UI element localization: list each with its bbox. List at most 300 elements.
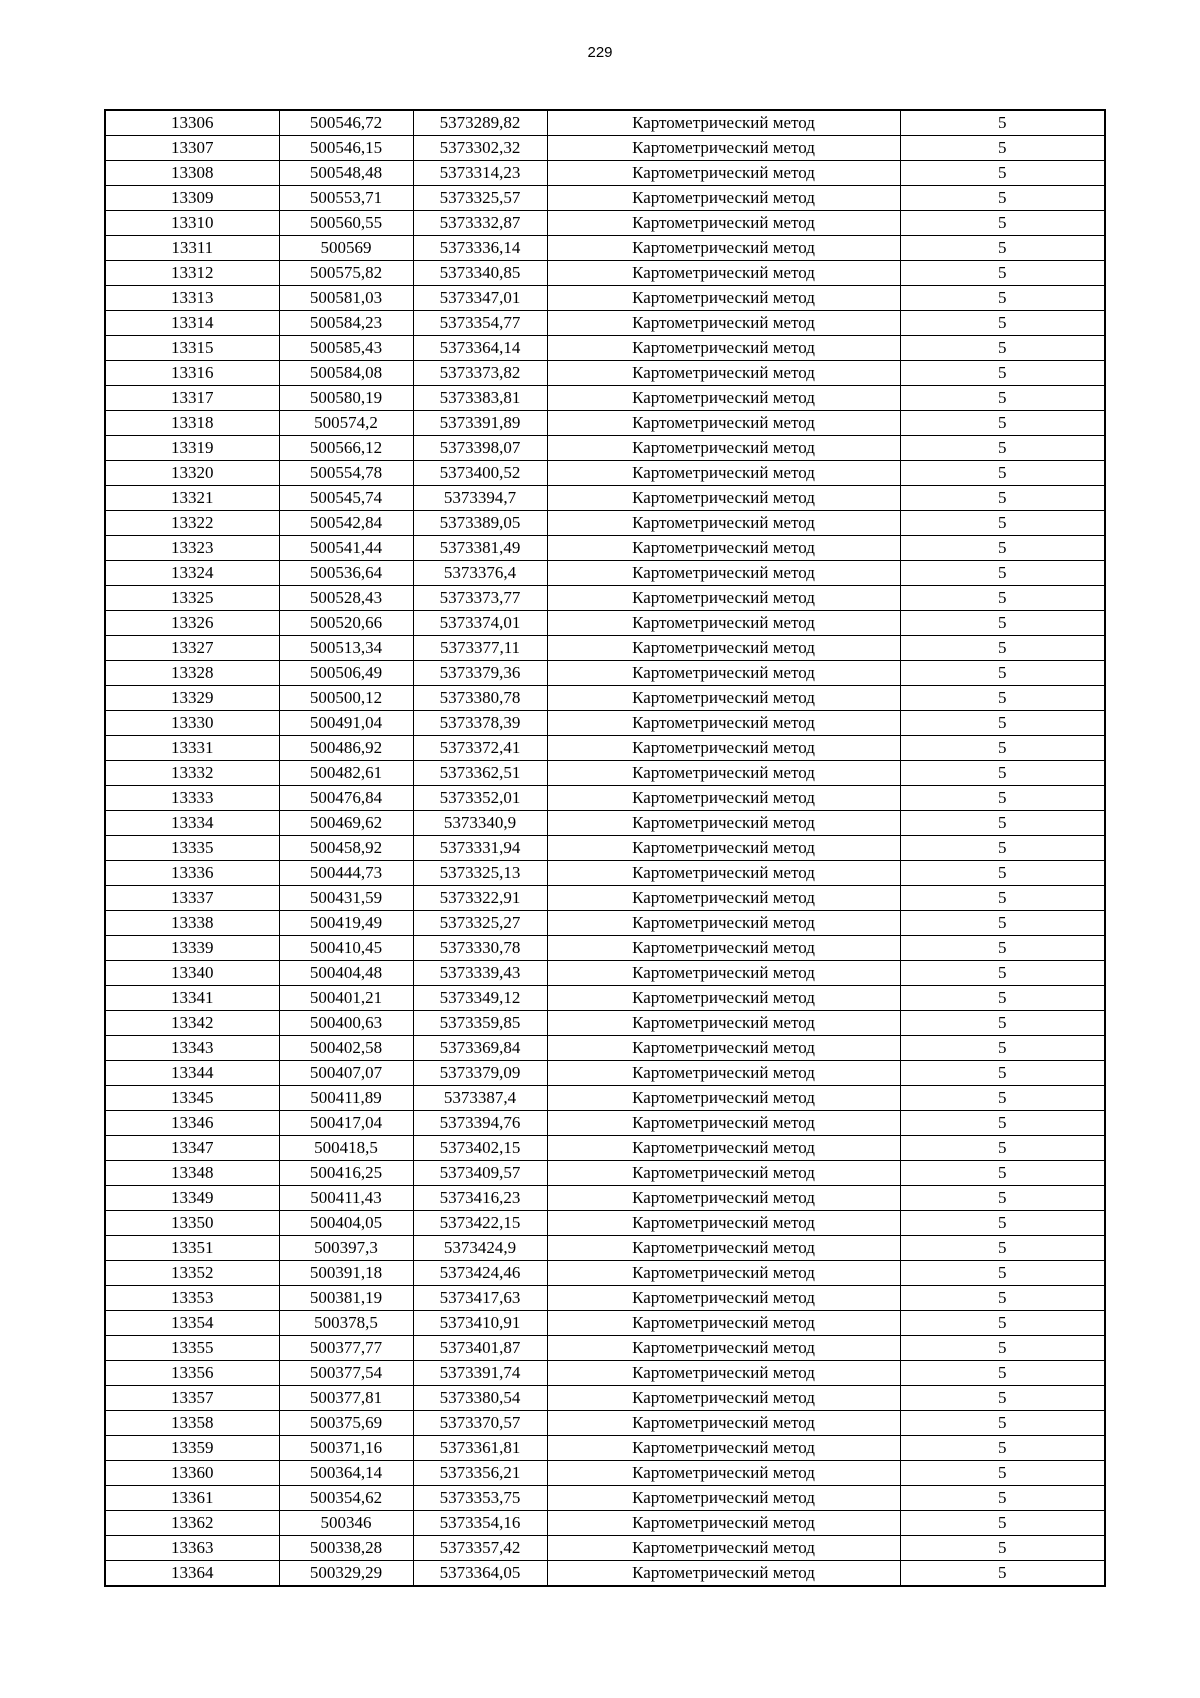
accuracy-cell: 5: [900, 411, 1105, 436]
y-coordinate-cell: 5373325,13: [413, 861, 547, 886]
point-number-cell: 13360: [105, 1461, 279, 1486]
point-number-cell: 13320: [105, 461, 279, 486]
table-row: [105, 1336, 1105, 1361]
y-coordinate-cell: 5373340,9: [413, 811, 547, 836]
method-cell: Картометрический метод: [547, 1086, 900, 1111]
x-coordinate-cell: 500444,73: [279, 861, 413, 886]
page-number: 229: [587, 44, 613, 61]
method-cell: Картометрический метод: [547, 911, 900, 936]
x-coordinate-cell: 500546,72: [279, 110, 413, 136]
table-row: [105, 886, 1105, 911]
point-number-cell: 13322: [105, 511, 279, 536]
y-coordinate-cell: 5373322,91: [413, 886, 547, 911]
x-coordinate-cell: 500381,19: [279, 1286, 413, 1311]
point-number-cell: 13313: [105, 286, 279, 311]
point-number-cell: 13351: [105, 1236, 279, 1261]
table-row: [105, 211, 1105, 236]
point-number-cell: 13312: [105, 261, 279, 286]
table-row: [105, 661, 1105, 686]
table-row: [105, 836, 1105, 861]
accuracy-cell: 5: [900, 911, 1105, 936]
table-row: [105, 1311, 1105, 1336]
table-row: [105, 1261, 1105, 1286]
y-coordinate-cell: 5373357,42: [413, 1536, 547, 1561]
x-coordinate-cell: 500554,78: [279, 461, 413, 486]
method-cell: Картометрический метод: [547, 536, 900, 561]
point-number-cell: 13318: [105, 411, 279, 436]
method-cell: Картометрический метод: [547, 1186, 900, 1211]
accuracy-cell: 5: [900, 486, 1105, 511]
point-number-cell: 13349: [105, 1186, 279, 1211]
y-coordinate-cell: 5373379,36: [413, 661, 547, 686]
accuracy-cell: 5: [900, 861, 1105, 886]
point-number-cell: 13348: [105, 1161, 279, 1186]
accuracy-cell: 5: [900, 461, 1105, 486]
method-cell: Картометрический метод: [547, 1511, 900, 1536]
y-coordinate-cell: 5373373,77: [413, 586, 547, 611]
x-coordinate-cell: 500402,58: [279, 1036, 413, 1061]
x-coordinate-cell: 500417,04: [279, 1111, 413, 1136]
y-coordinate-cell: 5373370,57: [413, 1411, 547, 1436]
accuracy-cell: 5: [900, 1311, 1105, 1336]
y-coordinate-cell: 5373302,32: [413, 136, 547, 161]
table-row: [105, 1511, 1105, 1536]
x-coordinate-cell: 500431,59: [279, 886, 413, 911]
method-cell: Картометрический метод: [547, 561, 900, 586]
x-coordinate-cell: 500377,77: [279, 1336, 413, 1361]
table-row: [105, 1286, 1105, 1311]
y-coordinate-cell: 5373289,82: [413, 110, 547, 136]
point-number-cell: 13356: [105, 1361, 279, 1386]
accuracy-cell: 5: [900, 311, 1105, 336]
method-cell: Картометрический метод: [547, 711, 900, 736]
method-cell: Картометрический метод: [547, 1111, 900, 1136]
table-row: [105, 1186, 1105, 1211]
method-cell: Картометрический метод: [547, 686, 900, 711]
accuracy-cell: 5: [900, 1411, 1105, 1436]
table-row: [105, 461, 1105, 486]
accuracy-cell: 5: [900, 536, 1105, 561]
method-cell: Картометрический метод: [547, 1336, 900, 1361]
point-number-cell: 13323: [105, 536, 279, 561]
y-coordinate-cell: 5373369,84: [413, 1036, 547, 1061]
accuracy-cell: 5: [900, 961, 1105, 986]
method-cell: Картометрический метод: [547, 511, 900, 536]
x-coordinate-cell: 500401,21: [279, 986, 413, 1011]
point-number-cell: 13311: [105, 236, 279, 261]
accuracy-cell: 5: [900, 1111, 1105, 1136]
table-row: [105, 1536, 1105, 1561]
point-number-cell: 13343: [105, 1036, 279, 1061]
point-number-cell: 13325: [105, 586, 279, 611]
table-row: [105, 586, 1105, 611]
method-cell: Картометрический метод: [547, 611, 900, 636]
point-number-cell: 13308: [105, 161, 279, 186]
y-coordinate-cell: 5373376,4: [413, 561, 547, 586]
method-cell: Картометрический метод: [547, 1261, 900, 1286]
point-number-cell: 13327: [105, 636, 279, 661]
method-cell: Картометрический метод: [547, 110, 900, 136]
method-cell: Картометрический метод: [547, 186, 900, 211]
point-number-cell: 13344: [105, 1061, 279, 1086]
point-number-cell: 13340: [105, 961, 279, 986]
method-cell: Картометрический метод: [547, 486, 900, 511]
y-coordinate-cell: 5373389,05: [413, 511, 547, 536]
point-number-cell: 13358: [105, 1411, 279, 1436]
method-cell: Картометрический метод: [547, 1536, 900, 1561]
accuracy-cell: 5: [900, 1361, 1105, 1386]
accuracy-cell: 5: [900, 711, 1105, 736]
x-coordinate-cell: 500574,2: [279, 411, 413, 436]
point-number-cell: 13315: [105, 336, 279, 361]
accuracy-cell: 5: [900, 886, 1105, 911]
point-number-cell: 13357: [105, 1386, 279, 1411]
accuracy-cell: 5: [900, 1161, 1105, 1186]
table-row: [105, 1436, 1105, 1461]
y-coordinate-cell: 5373336,14: [413, 236, 547, 261]
y-coordinate-cell: 5373380,54: [413, 1386, 547, 1411]
point-number-cell: 13334: [105, 811, 279, 836]
x-coordinate-cell: 500580,19: [279, 386, 413, 411]
x-coordinate-cell: 500566,12: [279, 436, 413, 461]
table-row: [105, 1086, 1105, 1111]
point-number-cell: 13326: [105, 611, 279, 636]
point-number-cell: 13310: [105, 211, 279, 236]
point-number-cell: 13336: [105, 861, 279, 886]
method-cell: Картометрический метод: [547, 1311, 900, 1336]
method-cell: Картометрический метод: [547, 1361, 900, 1386]
table-row: [105, 536, 1105, 561]
accuracy-cell: 5: [900, 236, 1105, 261]
point-number-cell: 13342: [105, 1011, 279, 1036]
table-row: [105, 736, 1105, 761]
x-coordinate-cell: 500378,5: [279, 1311, 413, 1336]
x-coordinate-cell: 500469,62: [279, 811, 413, 836]
method-cell: Картометрический метод: [547, 211, 900, 236]
table-row: [105, 236, 1105, 261]
table-row: [105, 786, 1105, 811]
y-coordinate-cell: 5373356,21: [413, 1461, 547, 1486]
point-number-cell: 13335: [105, 836, 279, 861]
method-cell: Картометрический метод: [547, 836, 900, 861]
table-row: [105, 1161, 1105, 1186]
accuracy-cell: 5: [900, 1261, 1105, 1286]
x-coordinate-cell: 500458,92: [279, 836, 413, 861]
x-coordinate-cell: 500545,74: [279, 486, 413, 511]
y-coordinate-cell: 5373424,9: [413, 1236, 547, 1261]
y-coordinate-cell: 5373372,41: [413, 736, 547, 761]
accuracy-cell: 5: [900, 1011, 1105, 1036]
point-number-cell: 13307: [105, 136, 279, 161]
y-coordinate-cell: 5373325,27: [413, 911, 547, 936]
method-cell: Картометрический метод: [547, 1161, 900, 1186]
y-coordinate-cell: 5373394,7: [413, 486, 547, 511]
point-number-cell: 13329: [105, 686, 279, 711]
y-coordinate-cell: 5373354,16: [413, 1511, 547, 1536]
table-row: [105, 436, 1105, 461]
method-cell: Картометрический метод: [547, 586, 900, 611]
table-row: [105, 911, 1105, 936]
method-cell: Картометрический метод: [547, 461, 900, 486]
x-coordinate-cell: 500491,04: [279, 711, 413, 736]
y-coordinate-cell: 5373361,81: [413, 1436, 547, 1461]
x-coordinate-cell: 500400,63: [279, 1011, 413, 1036]
table-row: [105, 486, 1105, 511]
method-cell: Картометрический метод: [547, 811, 900, 836]
x-coordinate-cell: 500476,84: [279, 786, 413, 811]
method-cell: Картометрический метод: [547, 386, 900, 411]
table-row: [105, 611, 1105, 636]
accuracy-cell: 5: [900, 936, 1105, 961]
point-number-cell: 13364: [105, 1561, 279, 1587]
x-coordinate-cell: 500584,23: [279, 311, 413, 336]
accuracy-cell: 5: [900, 811, 1105, 836]
x-coordinate-cell: 500346: [279, 1511, 413, 1536]
y-coordinate-cell: 5373416,23: [413, 1186, 547, 1211]
accuracy-cell: 5: [900, 1461, 1105, 1486]
accuracy-cell: 5: [900, 386, 1105, 411]
x-coordinate-cell: 500377,81: [279, 1386, 413, 1411]
y-coordinate-cell: 5373354,77: [413, 311, 547, 336]
x-coordinate-cell: 500411,43: [279, 1186, 413, 1211]
coordinates-table-body: [105, 110, 1105, 1586]
x-coordinate-cell: 500391,18: [279, 1261, 413, 1286]
y-coordinate-cell: 5373339,43: [413, 961, 547, 986]
x-coordinate-cell: 500569: [279, 236, 413, 261]
method-cell: Картометрический метод: [547, 286, 900, 311]
y-coordinate-cell: 5373359,85: [413, 1011, 547, 1036]
x-coordinate-cell: 500411,89: [279, 1086, 413, 1111]
x-coordinate-cell: 500553,71: [279, 186, 413, 211]
point-number-cell: 13309: [105, 186, 279, 211]
y-coordinate-cell: 5373409,57: [413, 1161, 547, 1186]
point-number-cell: 13328: [105, 661, 279, 686]
x-coordinate-cell: 500542,84: [279, 511, 413, 536]
accuracy-cell: 5: [900, 1436, 1105, 1461]
y-coordinate-cell: 5373417,63: [413, 1286, 547, 1311]
y-coordinate-cell: 5373325,57: [413, 186, 547, 211]
point-number-cell: 13338: [105, 911, 279, 936]
point-number-cell: 13345: [105, 1086, 279, 1111]
point-number-cell: 13347: [105, 1136, 279, 1161]
y-coordinate-cell: 5373422,15: [413, 1211, 547, 1236]
x-coordinate-cell: 500585,43: [279, 336, 413, 361]
point-number-cell: 13363: [105, 1536, 279, 1561]
x-coordinate-cell: 500375,69: [279, 1411, 413, 1436]
accuracy-cell: 5: [900, 1211, 1105, 1236]
point-number-cell: 13353: [105, 1286, 279, 1311]
x-coordinate-cell: 500528,43: [279, 586, 413, 611]
y-coordinate-cell: 5373364,05: [413, 1561, 547, 1587]
y-coordinate-cell: 5373332,87: [413, 211, 547, 236]
y-coordinate-cell: 5373377,11: [413, 636, 547, 661]
method-cell: Картометрический метод: [547, 1236, 900, 1261]
y-coordinate-cell: 5373374,01: [413, 611, 547, 636]
x-coordinate-cell: 500581,03: [279, 286, 413, 311]
table-row: [105, 561, 1105, 586]
x-coordinate-cell: 500546,15: [279, 136, 413, 161]
accuracy-cell: 5: [900, 1336, 1105, 1361]
method-cell: Картометрический метод: [547, 336, 900, 361]
table-row: [105, 711, 1105, 736]
table-row: [105, 1211, 1105, 1236]
table-row: [105, 961, 1105, 986]
x-coordinate-cell: 500371,16: [279, 1436, 413, 1461]
method-cell: Картометрический метод: [547, 1461, 900, 1486]
table-row: [105, 1036, 1105, 1061]
x-coordinate-cell: 500364,14: [279, 1461, 413, 1486]
x-coordinate-cell: 500575,82: [279, 261, 413, 286]
y-coordinate-cell: 5373381,49: [413, 536, 547, 561]
y-coordinate-cell: 5373314,23: [413, 161, 547, 186]
method-cell: Картометрический метод: [547, 886, 900, 911]
table-row: [105, 110, 1105, 136]
table-row: [105, 286, 1105, 311]
y-coordinate-cell: 5373380,78: [413, 686, 547, 711]
x-coordinate-cell: 500584,08: [279, 361, 413, 386]
table-row: [105, 186, 1105, 211]
y-coordinate-cell: 5373378,39: [413, 711, 547, 736]
table-row: [105, 511, 1105, 536]
x-coordinate-cell: 500397,3: [279, 1236, 413, 1261]
x-coordinate-cell: 500536,64: [279, 561, 413, 586]
method-cell: Картометрический метод: [547, 986, 900, 1011]
accuracy-cell: 5: [900, 1536, 1105, 1561]
x-coordinate-cell: 500541,44: [279, 536, 413, 561]
table-row: [105, 336, 1105, 361]
method-cell: Картометрический метод: [547, 361, 900, 386]
x-coordinate-cell: 500407,07: [279, 1061, 413, 1086]
table-row: [105, 1061, 1105, 1086]
x-coordinate-cell: 500506,49: [279, 661, 413, 686]
table-row: [105, 136, 1105, 161]
accuracy-cell: 5: [900, 836, 1105, 861]
x-coordinate-cell: 500513,34: [279, 636, 413, 661]
method-cell: Картометрический метод: [547, 1436, 900, 1461]
accuracy-cell: 5: [900, 286, 1105, 311]
table-row: [105, 1011, 1105, 1036]
point-number-cell: 13332: [105, 761, 279, 786]
y-coordinate-cell: 5373349,12: [413, 986, 547, 1011]
accuracy-cell: 5: [900, 511, 1105, 536]
accuracy-cell: 5: [900, 186, 1105, 211]
method-cell: Картометрический метод: [547, 861, 900, 886]
accuracy-cell: 5: [900, 1486, 1105, 1511]
method-cell: Картометрический метод: [547, 1561, 900, 1587]
method-cell: Картометрический метод: [547, 936, 900, 961]
accuracy-cell: 5: [900, 361, 1105, 386]
table-row: [105, 1386, 1105, 1411]
method-cell: Картометрический метод: [547, 436, 900, 461]
y-coordinate-cell: 5373391,89: [413, 411, 547, 436]
method-cell: Картометрический метод: [547, 961, 900, 986]
x-coordinate-cell: 500377,54: [279, 1361, 413, 1386]
point-number-cell: 13339: [105, 936, 279, 961]
y-coordinate-cell: 5373362,51: [413, 761, 547, 786]
y-coordinate-cell: 5373391,74: [413, 1361, 547, 1386]
table-row: [105, 936, 1105, 961]
table-row: [105, 361, 1105, 386]
method-cell: Картометрический метод: [547, 161, 900, 186]
x-coordinate-cell: 500419,49: [279, 911, 413, 936]
y-coordinate-cell: 5373400,52: [413, 461, 547, 486]
x-coordinate-cell: 500410,45: [279, 936, 413, 961]
table-row: [105, 161, 1105, 186]
method-cell: Картометрический метод: [547, 661, 900, 686]
x-coordinate-cell: 500416,25: [279, 1161, 413, 1186]
point-number-cell: 13306: [105, 110, 279, 136]
y-coordinate-cell: 5373410,91: [413, 1311, 547, 1336]
accuracy-cell: 5: [900, 1386, 1105, 1411]
table-row: [105, 636, 1105, 661]
point-number-cell: 13355: [105, 1336, 279, 1361]
accuracy-cell: 5: [900, 1236, 1105, 1261]
y-coordinate-cell: 5373340,85: [413, 261, 547, 286]
y-coordinate-cell: 5373347,01: [413, 286, 547, 311]
table-row: [105, 1361, 1105, 1386]
method-cell: Картометрический метод: [547, 786, 900, 811]
accuracy-cell: 5: [900, 1561, 1105, 1587]
y-coordinate-cell: 5373379,09: [413, 1061, 547, 1086]
point-number-cell: 13361: [105, 1486, 279, 1511]
accuracy-cell: 5: [900, 136, 1105, 161]
accuracy-cell: 5: [900, 1061, 1105, 1086]
method-cell: Картометрический метод: [547, 1011, 900, 1036]
point-number-cell: 13324: [105, 561, 279, 586]
point-number-cell: 13314: [105, 311, 279, 336]
table-row: [105, 1236, 1105, 1261]
table-row: [105, 761, 1105, 786]
accuracy-cell: 5: [900, 736, 1105, 761]
method-cell: Картометрический метод: [547, 1211, 900, 1236]
y-coordinate-cell: 5373387,4: [413, 1086, 547, 1111]
y-coordinate-cell: 5373424,46: [413, 1261, 547, 1286]
accuracy-cell: 5: [900, 586, 1105, 611]
table-row: [105, 261, 1105, 286]
x-coordinate-cell: 500560,55: [279, 211, 413, 236]
table-row: [105, 1561, 1105, 1587]
y-coordinate-cell: 5373353,75: [413, 1486, 547, 1511]
point-number-cell: 13346: [105, 1111, 279, 1136]
table-row: [105, 861, 1105, 886]
method-cell: Картометрический метод: [547, 136, 900, 161]
method-cell: Картометрический метод: [547, 411, 900, 436]
coordinates-table: [104, 109, 1106, 1587]
x-coordinate-cell: 500404,48: [279, 961, 413, 986]
method-cell: Картометрический метод: [547, 761, 900, 786]
table-row: [105, 1411, 1105, 1436]
method-cell: Картометрический метод: [547, 1036, 900, 1061]
y-coordinate-cell: 5373383,81: [413, 386, 547, 411]
accuracy-cell: 5: [900, 161, 1105, 186]
table-row: [105, 386, 1105, 411]
accuracy-cell: 5: [900, 661, 1105, 686]
x-coordinate-cell: 500482,61: [279, 761, 413, 786]
accuracy-cell: 5: [900, 786, 1105, 811]
method-cell: Картометрический метод: [547, 1136, 900, 1161]
point-number-cell: 13354: [105, 1311, 279, 1336]
x-coordinate-cell: 500520,66: [279, 611, 413, 636]
y-coordinate-cell: 5373330,78: [413, 936, 547, 961]
x-coordinate-cell: 500548,48: [279, 161, 413, 186]
accuracy-cell: 5: [900, 636, 1105, 661]
method-cell: Картометрический метод: [547, 1061, 900, 1086]
y-coordinate-cell: 5373352,01: [413, 786, 547, 811]
y-coordinate-cell: 5373331,94: [413, 836, 547, 861]
accuracy-cell: 5: [900, 561, 1105, 586]
y-coordinate-cell: 5373364,14: [413, 336, 547, 361]
method-cell: Картометрический метод: [547, 236, 900, 261]
